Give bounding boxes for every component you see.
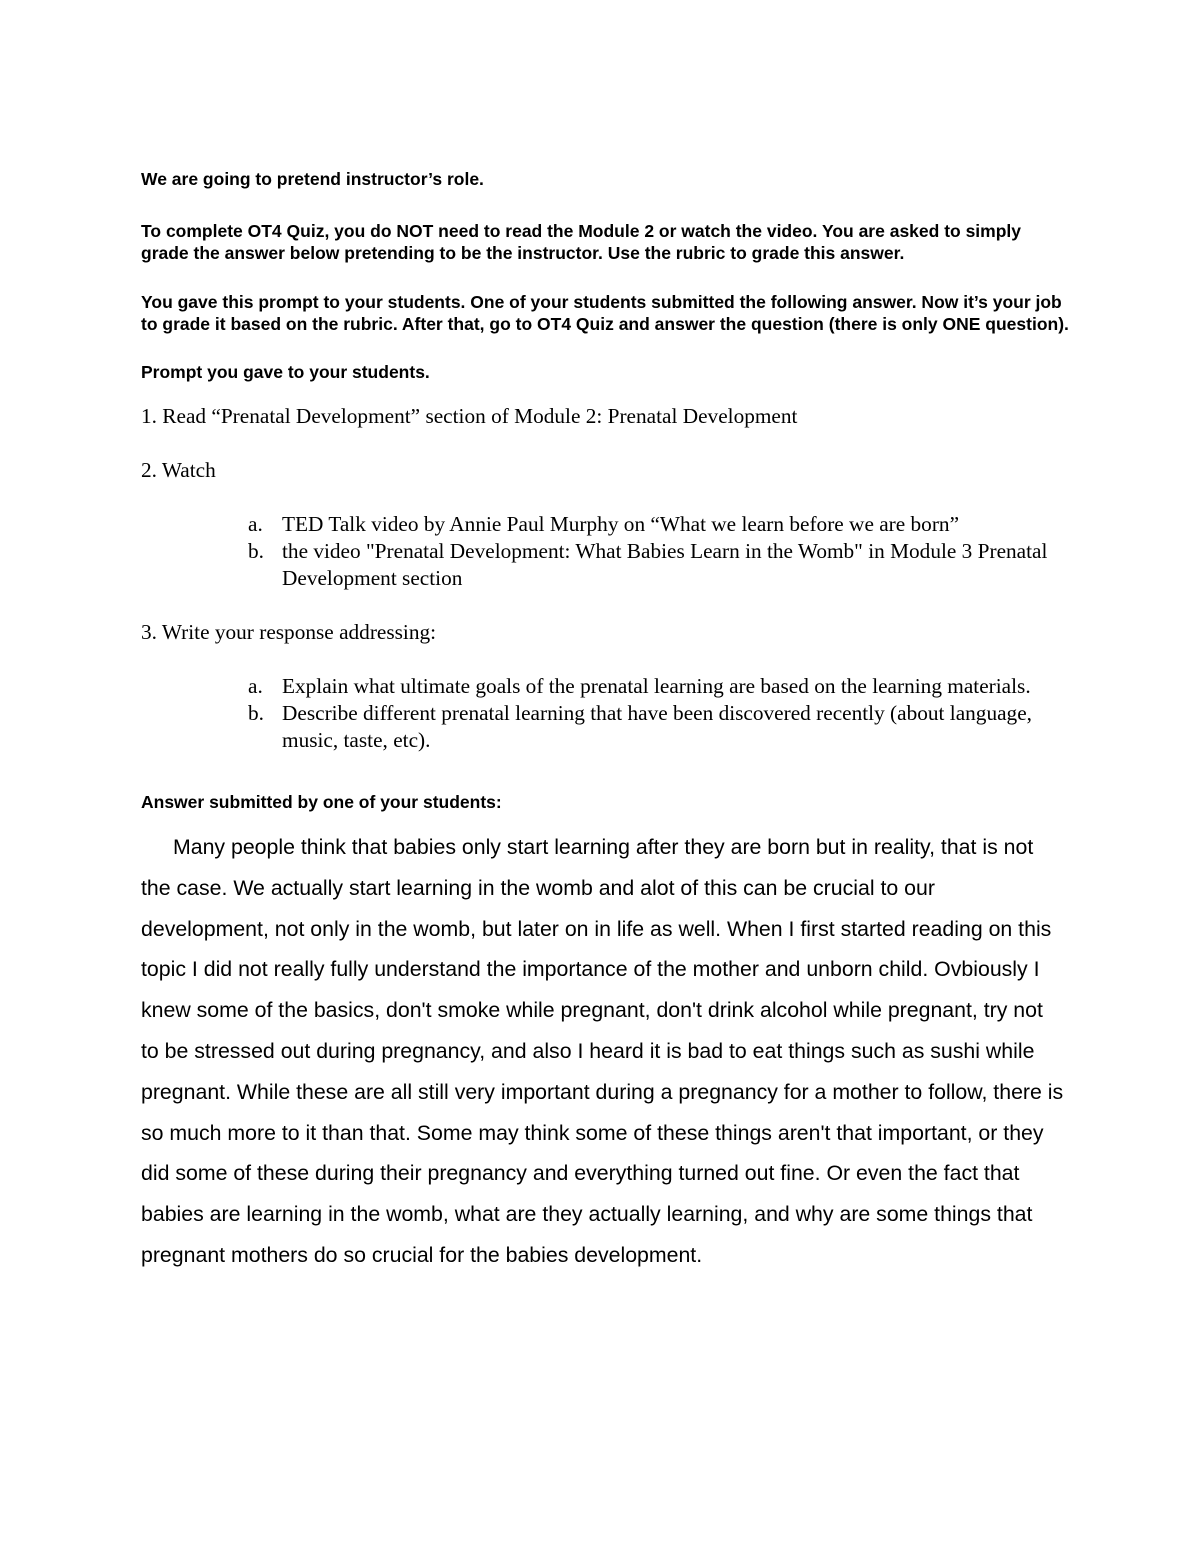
list-marker: a. (248, 674, 263, 698)
list-marker: b. (248, 539, 264, 563)
complete-instructions: To complete OT4 Quiz, you do NOT need to read the Module 2 or watch the video. You are asked to simply grade the answer below pretending to be the instructor. Use the rubric to grade this answer. (141, 221, 1022, 263)
step-3-item-b (141, 700, 1071, 754)
step-1: 1. Read “Prenatal Development” section of Module 2: Prenatal Development (141, 404, 798, 428)
step-2-sublist (141, 511, 1071, 592)
step-2-item-b (141, 538, 1071, 592)
step-3-sublist (141, 673, 1071, 754)
list-marker: b. (248, 701, 264, 725)
list-item-text: Describe different prenatal learning that have been discovered recently (about language, music, taste, etc). (282, 701, 1032, 752)
list-item-text: Explain what ultimate goals of the prenatal learning are based on the learning materials. (282, 674, 1031, 698)
list-item-text: the video "Prenatal Development: What Babies Learn in the Womb" in Module 3 Prenatal Development section (282, 539, 1048, 590)
intro-text: We are going to pretend instructor’s role. (141, 169, 484, 189)
step-3: 3. Write your response addressing: (141, 620, 437, 644)
document-page (141, 168, 1071, 1276)
step-3-item-a (141, 673, 1071, 700)
step-2-item-a (141, 511, 1071, 538)
gave-prompt-text: You gave this prompt to your students. One of your students submitted the following answer. Now it’s your job to grade it based on the rubric. After that, go to OT4 Quiz and answer the question (there is only ONE question). (141, 292, 1069, 334)
list-marker: a. (248, 512, 263, 536)
answer-heading: Answer submitted by one of your students: (141, 792, 502, 812)
prompt-heading: Prompt you gave to your students. (141, 362, 430, 382)
step-2: 2. Watch (141, 458, 216, 482)
student-answer: Many people think that babies only start learning after they are born but in reality, that is not the case. We actually start learning in the womb and alot of this can be crucial to our development, not only in the womb, but later on in life as well. When I first started reading on this topic I did not really fully understand the importance of the mother and unborn child. Ovbiously I knew some of the basics, don't smoke while pregnant, don't drink alcohol while pregnant, try not to be stressed out during pregnancy, and also I heard it is bad to eat things such as sushi while pregnant. While these are all still very important during a pregnancy for a mother to follow, there is so much more to it than that. Some may think some of these things aren't that important, or they did some of these during their pregnancy and everything turned out fine. Or even the fact that babies are learning in the womb, what are they actually learning, and why are some things that pregnant mothers do so crucial for the babies development. (141, 835, 1064, 1267)
list-item-text: TED Talk video by Annie Paul Murphy on “What we learn before we are born” (282, 512, 960, 536)
